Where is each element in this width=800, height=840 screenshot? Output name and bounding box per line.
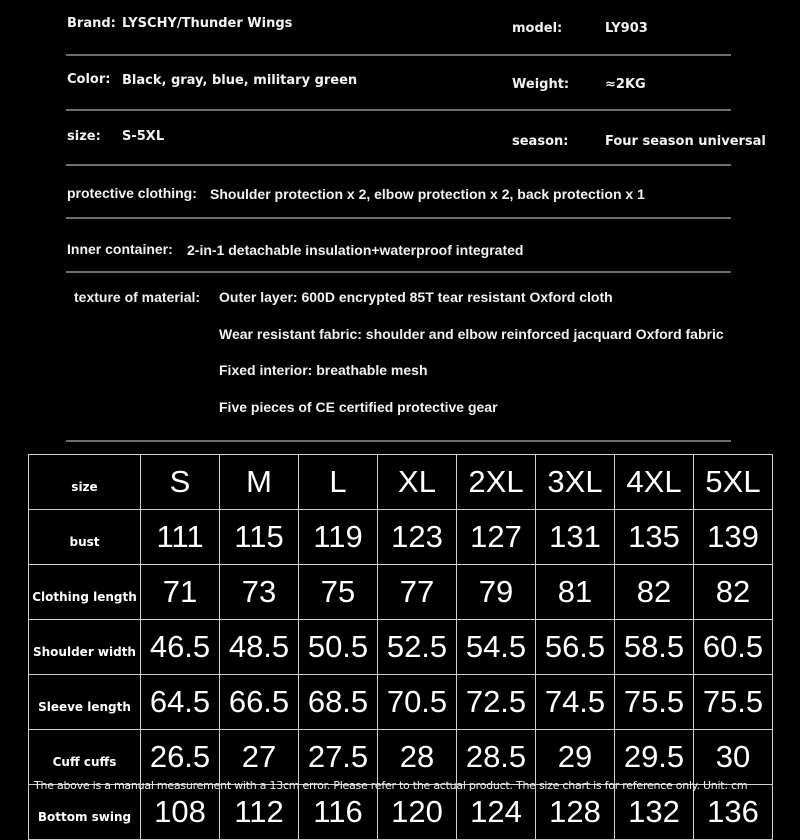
size-col: 4XL <box>615 455 694 510</box>
row-header: size <box>29 455 141 510</box>
table-cell: 68.5 <box>299 675 378 730</box>
row-header: bust <box>29 510 141 565</box>
row-header: Bottom swing <box>29 785 141 840</box>
weight-label: Weight: <box>512 77 570 92</box>
model-label: model: <box>512 21 563 36</box>
table-cell: 60.5 <box>694 620 773 675</box>
table-cell: 112 <box>220 785 299 840</box>
material-line: Fixed interior: breathable mesh <box>219 362 428 378</box>
table-cell: 128 <box>536 785 615 840</box>
table-cell: 28 <box>378 730 457 785</box>
size-value: S-5XL <box>122 129 165 144</box>
table-row <box>29 565 773 620</box>
table-cell: 77 <box>378 565 457 620</box>
material-line: Five pieces of CE certified protective gear <box>219 399 498 415</box>
table-cell: 108 <box>141 785 220 840</box>
table-cell: 74.5 <box>536 675 615 730</box>
size-col: S <box>141 455 220 510</box>
footnote: The above is a manual measurement with a 13cm error. Please refer to the actual product. The size chart is for reference only. Unit: cm <box>34 779 748 792</box>
divider <box>66 54 731 56</box>
table-cell: 71 <box>141 565 220 620</box>
table-cell: 73 <box>220 565 299 620</box>
color-label: Color: <box>67 72 111 87</box>
table-cell: 136 <box>694 785 773 840</box>
table-cell: 50.5 <box>299 620 378 675</box>
table-cell: 27 <box>220 730 299 785</box>
table-cell: 27.5 <box>299 730 378 785</box>
table-cell: 139 <box>694 510 773 565</box>
table-cell: 26.5 <box>141 730 220 785</box>
material-label: texture of material: <box>74 289 201 305</box>
table-cell: 120 <box>378 785 457 840</box>
table-cell: 75.5 <box>615 675 694 730</box>
table-cell: 30 <box>694 730 773 785</box>
brand-value: LYSCHY/Thunder Wings <box>122 16 293 31</box>
table-cell: 111 <box>141 510 220 565</box>
table-cell: 132 <box>615 785 694 840</box>
divider <box>66 109 731 111</box>
table-row <box>29 785 773 840</box>
size-col: XL <box>378 455 457 510</box>
table-cell: 123 <box>378 510 457 565</box>
table-cell: 79 <box>457 565 536 620</box>
table-cell: 29.5 <box>615 730 694 785</box>
table-cell: 115 <box>220 510 299 565</box>
table-cell: 135 <box>615 510 694 565</box>
inner-label: Inner container: <box>67 241 173 257</box>
protective-label: protective clothing: <box>67 185 197 201</box>
table-cell: 81 <box>536 565 615 620</box>
table-cell: 48.5 <box>220 620 299 675</box>
table-cell: 29 <box>536 730 615 785</box>
table-cell: 28.5 <box>457 730 536 785</box>
table-cell: 70.5 <box>378 675 457 730</box>
table-row <box>29 675 773 730</box>
table-row <box>29 730 773 785</box>
table-cell: 72.5 <box>457 675 536 730</box>
table-cell: 75.5 <box>694 675 773 730</box>
row-header: Cuff cuffs <box>29 730 141 785</box>
table-row <box>29 620 773 675</box>
row-header: Sleeve length <box>29 675 141 730</box>
size-col: L <box>299 455 378 510</box>
weight-value: ≈2KG <box>605 77 646 92</box>
table-cell: 54.5 <box>457 620 536 675</box>
row-header: Shoulder width <box>29 620 141 675</box>
table-cell: 82 <box>694 565 773 620</box>
table-cell: 82 <box>615 565 694 620</box>
protective-value: Shoulder protection x 2, elbow protection x 2, back protection x 1 <box>210 186 645 202</box>
size-col: 2XL <box>457 455 536 510</box>
season-label: season: <box>512 134 569 149</box>
divider <box>66 440 731 442</box>
table-row <box>29 510 773 565</box>
model-value: LY903 <box>605 21 648 36</box>
table-cell: 119 <box>299 510 378 565</box>
season-value: Four season universal <box>605 134 766 149</box>
table-cell: 127 <box>457 510 536 565</box>
material-line: Outer layer: 600D encrypted 85T tear resistant Oxford cloth <box>219 289 613 305</box>
table-cell: 52.5 <box>378 620 457 675</box>
table-cell: 124 <box>457 785 536 840</box>
row-header: Clothing length <box>29 565 141 620</box>
material-line: Wear resistant fabric: shoulder and elbow reinforced jacquard Oxford fabric <box>219 326 724 342</box>
size-col: 3XL <box>536 455 615 510</box>
divider <box>66 271 731 273</box>
table-cell: 58.5 <box>615 620 694 675</box>
divider <box>66 164 731 166</box>
size-col: 5XL <box>694 455 773 510</box>
divider <box>66 217 731 219</box>
table-cell: 116 <box>299 785 378 840</box>
table-cell: 66.5 <box>220 675 299 730</box>
size-label: size: <box>67 129 101 144</box>
color-value: Black, gray, blue, military green <box>122 73 358 88</box>
table-cell: 64.5 <box>141 675 220 730</box>
table-cell: 46.5 <box>141 620 220 675</box>
table-cell: 75 <box>299 565 378 620</box>
table-cell: 56.5 <box>536 620 615 675</box>
size-col: M <box>220 455 299 510</box>
table-cell: 131 <box>536 510 615 565</box>
brand-label: Brand: <box>67 16 116 31</box>
table-header-row <box>29 455 773 510</box>
inner-value: 2-in-1 detachable insulation+waterproof integrated <box>187 242 524 258</box>
